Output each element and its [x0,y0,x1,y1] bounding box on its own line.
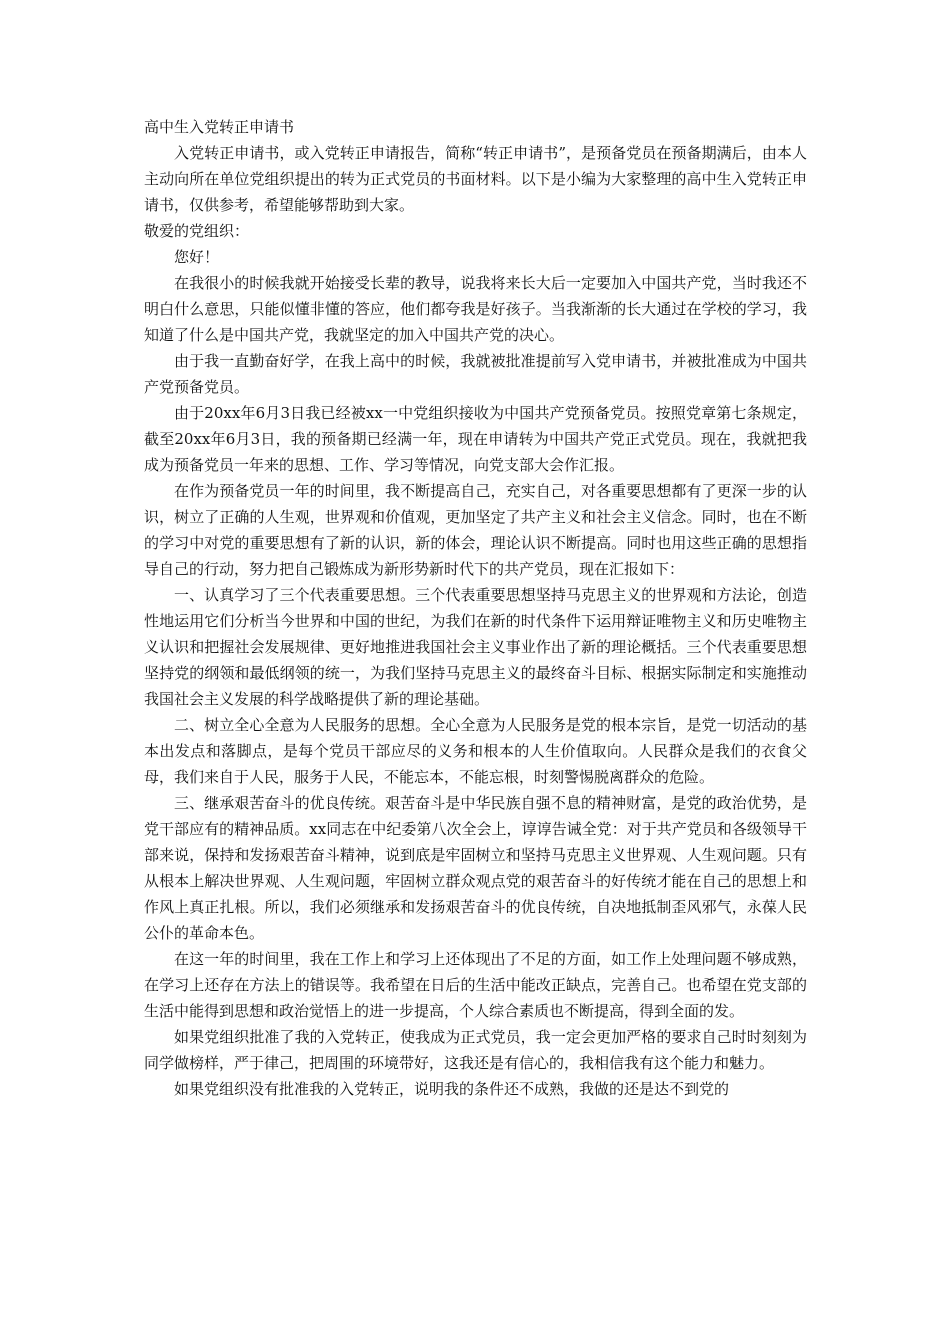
body-paragraph: 一、认真学习了三个代表重要思想。三个代表重要思想坚持马克思主义的世界观和方法论，创造性地运用它们分析当今世界和中国的世纪，为我们在新的时代条件下运用辩证唯物主义和历史唯物主义认识和把握社会发展规律、更好地推进我国社会主义事业作出了新的理论概括。三个代表重要思想坚持党的纲领和最低纲领的统一，为我们坚持马克思主义的最终奋斗目标、根据实际制定和实施推动我国社会主义发展的科学战略提供了新的理论基础。 [144,586,807,708]
body-paragraph: 二、树立全心全意为人民服务的思想。全心全意为人民服务是党的根本宗旨，是党一切活动的基本出发点和落脚点，是每个党员干部应尽的义务和根本的人生价值取向。人民群众是我们的衣食父母，我们来自于人民，服务于人民，不能忘本，不能忘根，时刻警惕脱离群众的危险。 [144,716,807,786]
body-paragraph: 在这一年的时间里，我在工作上和学习上还体现出了不足的方面，如工作上处理问题不够成熟，在学习上还存在方法上的错误等。我希望在日后的生活中能改正缺点，完善自己。也希望在党支部的生活中能得到思想和政治觉悟上的进一步提高，个人综合素质也不断提高，得到全面的发。 [144,950,807,1020]
greeting: 您好！ [174,248,220,266]
document-title: 高中生入党转正申请书 [144,118,295,136]
body-paragraph: 由于20xx年6月3日我已经被xx一中党组织接收为中国共产党预备党员。按照党章第七条规定，截至20xx年6月3日，我的预备期已经满一年，现在申请转为中国共产党正式党员。现在，我就把我成为预备党员一年来的思想、工作、学习等情况，向党支部大会作汇报。 [144,404,807,474]
body-paragraph: 如果党组织批准了我的入党转正，使我成为正式党员，我一定会更加严格的要求自己时时刻刻为同学做榜样，严于律己，把周围的环境带好，这我还是有信心的，我相信我有这个能力和魅力。 [144,1028,807,1072]
body-paragraph: 三、继承艰苦奋斗的优良传统。艰苦奋斗是中华民族自强不息的精神财富，是党的政治优势，是党干部应有的精神品质。xx同志在中纪委第八次全会上，谆谆告诫全党：对于共产党员和各级领导干部来说，保持和发扬艰苦奋斗精神，说到底是牢固树立和坚持马克思主义世界观、人生观问题。只有从根本上解决世界观、人生观问题，牢固树立群众观点党的艰苦奋斗的好传统才能在自己的思想上和作风上真正扎根。所以，我们必须继承和发扬艰苦奋斗的优良传统，自决地抵制歪风邪气，永葆人民公仆的革命本色。 [144,794,807,942]
body-paragraph: 如果党组织没有批准我的入党转正，说明我的条件还不成熟，我做的还是达不到党的 [174,1080,730,1098]
body-paragraph: 在我很小的时候我就开始接受长辈的教导，说我将来长大后一定要加入中国共产党，当时我还不明白什么意思，只能似懂非懂的答应，他们都夸我是好孩子。当我渐渐的长大通过在学校的学习，我知道了什么是中国共产党，我就坚定的加入中国共产党的决心。 [144,274,807,344]
salutation: 敬爱的党组织： [144,222,250,240]
intro-paragraph: 入党转正申请书，或入党转正申请报告，简称“转正申请书”，是预备党员在预备期满后，由本人主动向所在单位党组织提出的转为正式党员的书面材料。以下是小编为大家整理的高中生入党转正申请书，仅供参考，希望能够帮助到大家。 [144,144,807,214]
body-paragraph: 由于我一直勤奋好学，在我上高中的时候，我就被批准提前写入党申请书，并被批准成为中国共产党预备党员。 [144,352,807,396]
document-page [144,114,807,1102]
body-paragraph: 在作为预备党员一年的时间里，我不断提高自己，充实自己，对各重要思想都有了更深一步的认识，树立了正确的人生观，世界观和价值观，更加坚定了共产主义和社会主义信念。同时，也在不断的学习中对党的重要思想有了新的认识，新的体会，理论认识不断提高。同时也用这些正确的思想指导自己的行动，努力把自己锻炼成为新形势新时代下的共产党员，现在汇报如下： [144,482,807,578]
